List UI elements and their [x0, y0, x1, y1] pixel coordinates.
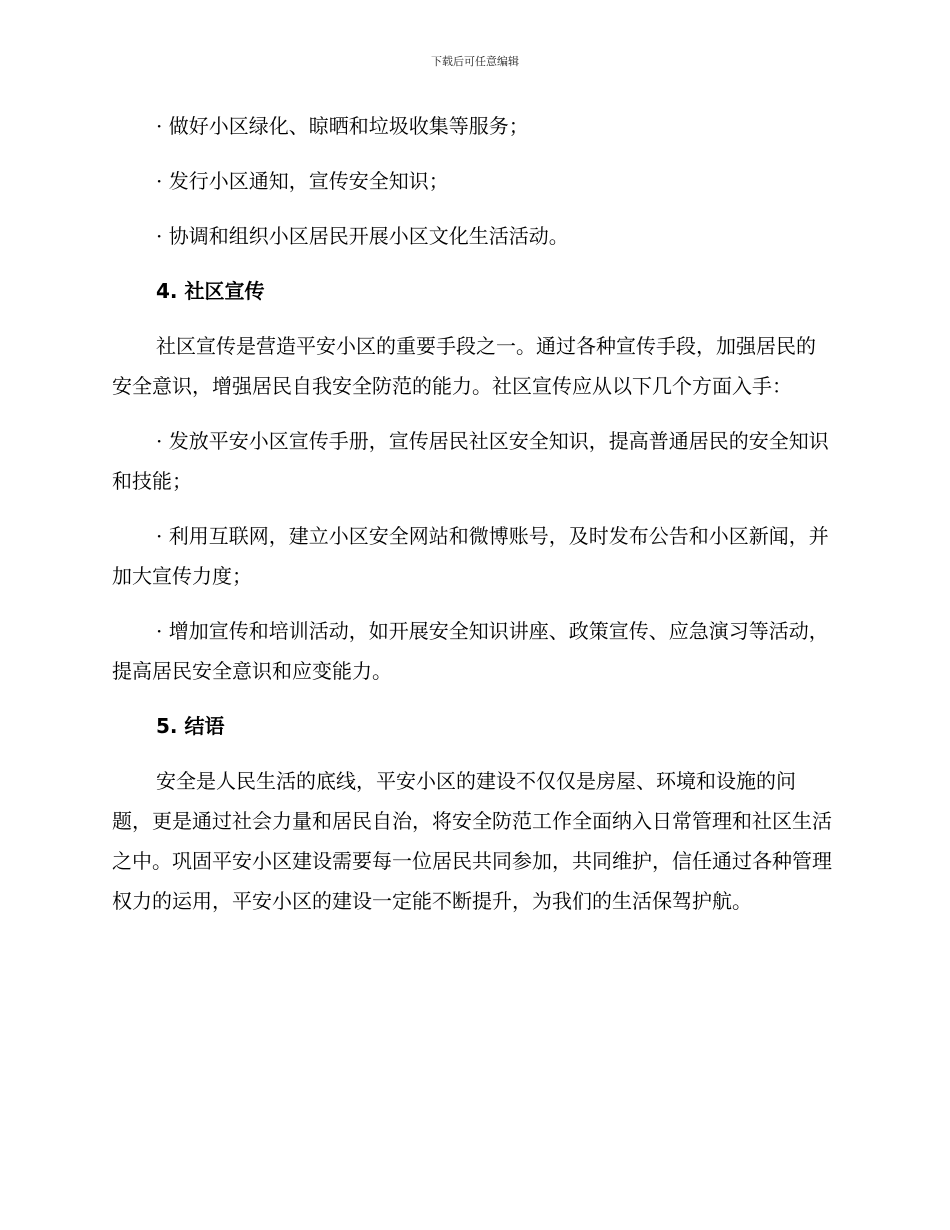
bullet-item: · 发放平安小区宣传手册，宣传居民社区安全知识，提高普通居民的安全知识和技能； [112, 429, 829, 493]
paragraph: 社区宣传是营造平安小区的重要手段之一。通过各种宣传手段，加强居民的安全意识，增强居民自我安全防范的能力。社区宣传应从以下几个方面入手： [112, 334, 816, 398]
paragraph: 安全是人民生活的底线，平安小区的建设不仅仅是房屋、环境和设施的问题，更是通过社会力量和居民自治，将安全防范工作全面纳入日常管理和社区生活之中。巩固平安小区建设需要每一位居民共同参加，共同维护，信任通过各种管理权力的运用，平安小区的建设一定能不断提升，为我们的生活保驾护航。 [112, 769, 832, 913]
section-heading-conclusion: 5. 结语 [156, 714, 225, 738]
bullet-item: · 发行小区通知，宣传安全知识； [156, 169, 449, 193]
bullet-item: · 利用互联网，建立小区安全网站和微博账号，及时发布公告和小区新闻，并加大宣传力度； [112, 524, 829, 588]
bullet-item: · 做好小区绿化、晾晒和垃圾收集等服务； [156, 114, 529, 138]
document-body [112, 106, 834, 936]
section-heading-community-publicity: 4. 社区宣传 [156, 279, 265, 303]
bullet-item: · 增加宣传和培训活动，如开展安全知识讲座、政策宣传、应急演习等活动，提高居民安全意识和应变能力。 [112, 619, 829, 683]
bullet-item: · 协调和组织小区居民开展小区文化生活活动。 [156, 224, 569, 248]
page-header: 下载后可任意编辑 [431, 55, 519, 68]
